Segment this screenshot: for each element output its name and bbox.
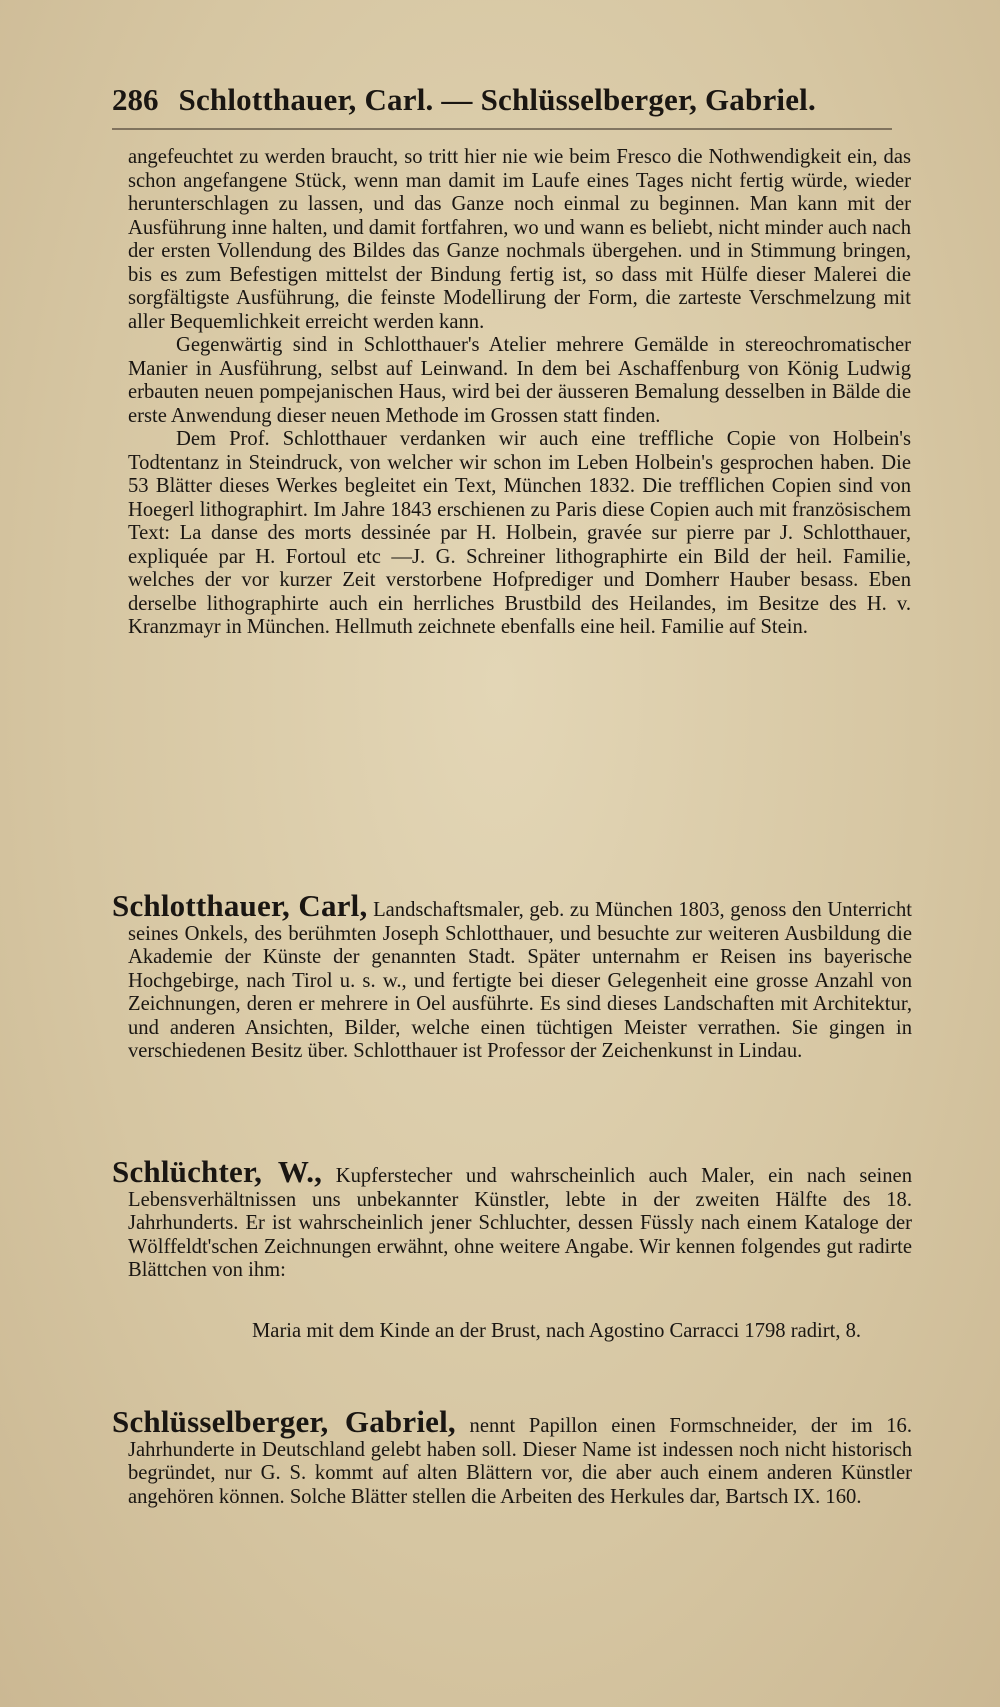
running-head — [112, 82, 892, 122]
entry-text: Kupferstecher und wahrscheinlich auch Maler, ein nach seinen Lebensverhältnissen uns unbekannter Künstler, lebte in der zweiten Hälfte des 18. Jahrhunderts. Er ist wahrscheinlich jener Schluchter, dessen Füssly nach einem Kataloge der Wölffeldt'schen Zeichnungen erwähnt, ohne weitere Angabe. Wir kennen folgendes gut radirte Blättchen von ihm: — [128, 1165, 912, 1281]
entry-headword: Schlotthauer, Carl, — [112, 888, 368, 923]
entry-headword: Schlüsselberger, Gabriel, — [112, 1404, 456, 1439]
entry-headword: Schlüchter, W., — [112, 1154, 323, 1189]
entry-schluechter — [112, 1154, 912, 1283]
paragraph-todtentanz: Dem Prof. Schlotthauer verdanken wir auch eine treffliche Copie von Holbein's Todtentanz in Steindruck, von welcher wir schon im Leben Holbein's gesprochen haben. Die 53 Blätter dieses Werkes begleitet ein Text, München 1832. Die trefflichen Copien sind von Hoegerl lithographirt. Im Jahre 1843 erschienen zu Paris diese Copien auch mit französischem Text: La danse des morts dessinée par H. Holbein, gravée sur pierre par J. Schlotthauer, expliquée par H. Fortoul etc —J. G. Schreiner lithographirte ein Bild der heil. Familie, welches der vor kurzer Zeit verstorbene Hofprediger und Domherr Hauber besass. Eben derselbe lithographirte auch ein herrliches Brustbild des Heilandes, im Besitze des H. v. Kranzmayr in München. Hellmuth zeichnete ebenfalls eine heil. Familie auf Stein. — [128, 428, 911, 638]
work-citation — [128, 1318, 911, 1344]
entry-schlotthauer-carl — [112, 888, 912, 1064]
entry-text: nennt Papillon einen Formschneider, der im 16. Jahrhunderte in Deutschland gelebt haben soll. Dieser Name ist indessen noch nicht historisch begründet, nur G. S. kommt auf alten Blättern vor, die aber auch einem anderen Künstler angehören können. Solche Blätter stellen die Arbeiten des Herkules dar, Bartsch IX. 160. — [128, 1415, 912, 1508]
running-title: Schlotthauer, Carl. — Schlüsselberger, Gabriel. — [178, 82, 816, 117]
entry-text: Landschaftsmaler, geb. zu München 1803, genoss den Unterricht seines Onkels, des berühmten Joseph Schlotthauer, und besuchte zur weiteren Ausbildung die Akademie der Künste der genannten Stadt. Später unternahm er Reisen ins bayerische Hochgebirge, nach Tirol u. s. w., und fertigte bei dieser Gelegenheit eine grosse Anzahl von Zeichnungen, deren er mehrere in Oel ausführte. Es sind dieses Landschaften mit Architektur, und anderen Ansichten, Bilder, welche einen tüchtigen Meister verrathen. Sie gingen in verschiedenen Besitz über. Schlotthauer ist Professor der Zeichenkunst in Lindau. — [128, 899, 912, 1062]
header-rule — [112, 128, 892, 130]
entry-schluesselberger — [112, 1404, 912, 1509]
citation-text: Maria mit dem Kinde an der Brust, nach Agostino Carracci 1798 radirt, 8. — [252, 1320, 862, 1342]
paragraph-continued: angefeuchtet zu werden braucht, so tritt hier nie wie beim Fresco die Nothwendigkeit ein, das schon angefangene Stück, wenn man damit im Laufe eines Tages nicht fertig würde, wieder herunterschlagen zu lassen, und das Ganze noch einmal zu beginnen. Man kann mit der Ausführung inne halten, und damit fortfahren, wo und wann es beliebt, nicht minder auch nach der ersten Vollendung des Bildes das Ganze nochmals übergehen. und in Stimmung bringen, bis es zum Befestigen mittelst der Bindung fertig ist, so dass mit Hülfe dieser Malerei die sorgfältigste Ausführung, die feinste Modellirung der Form, die zarteste Verschmelzung mit aller Bequemlichkeit erreicht werden kann. — [128, 146, 911, 333]
paragraph-stereochromy: Gegenwärtig sind in Schlotthauer's Atelier mehrere Gemälde in stereochromatischer Manier in Ausführung, selbst auf Leinwand. In dem bei Aschaffenburg von König Ludwig erbauten neuen pompejanischen Haus, wird bei der äusseren Bemalung desselben in Bälde die erste Anwendung dieser neuen Methode im Grossen statt finden. — [128, 334, 911, 427]
page-number: 286 — [112, 82, 159, 117]
continuation-text — [128, 146, 911, 640]
